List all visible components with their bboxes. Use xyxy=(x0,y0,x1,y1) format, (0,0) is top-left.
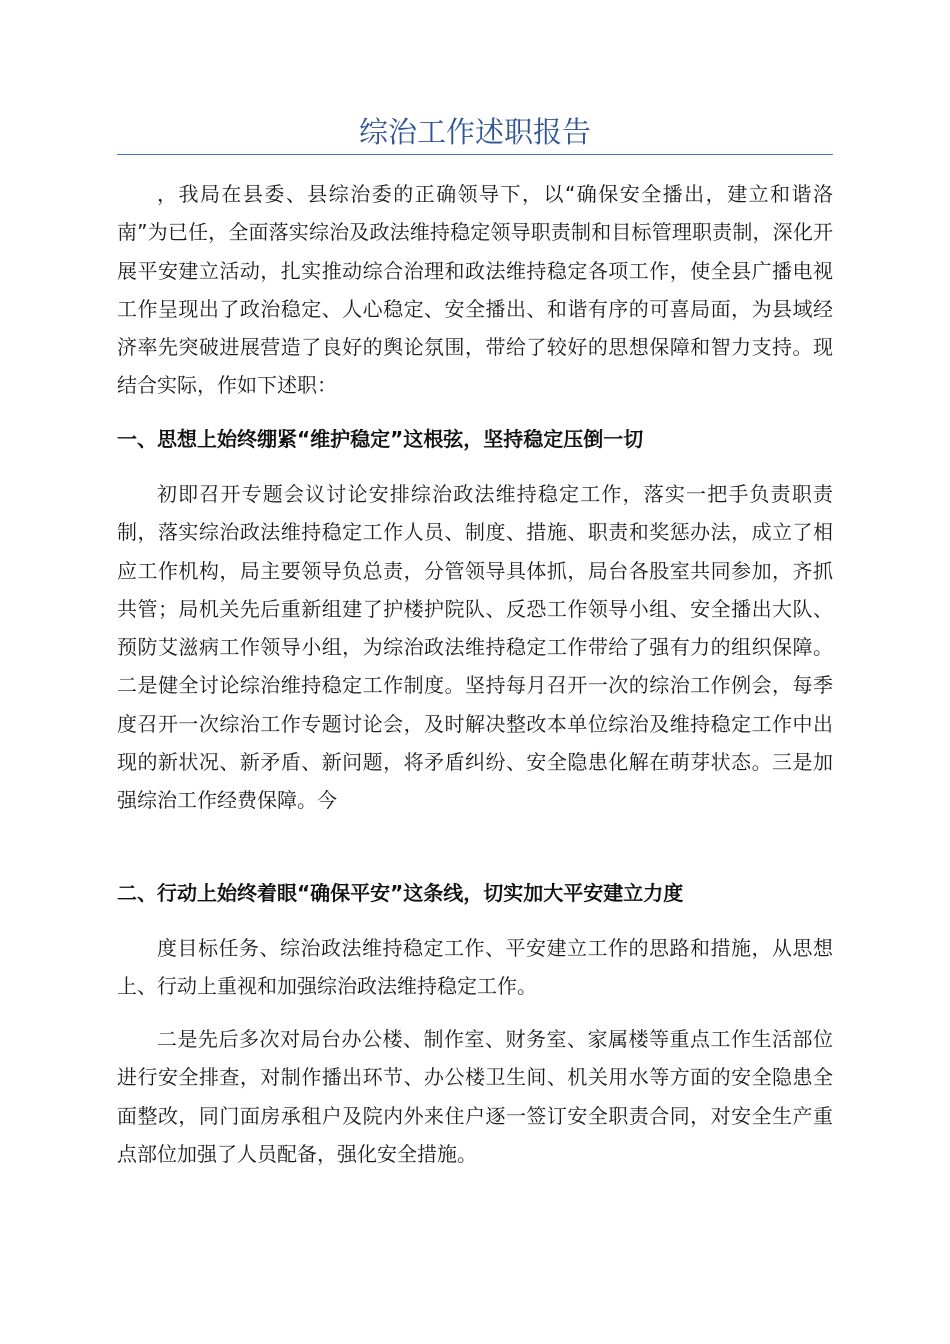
section-heading-2: 二、行动上始终着眼“确保平安”这条线，切实加大平安建立力度 xyxy=(117,881,684,905)
section-heading-1: 一、思想上始终绷紧“维护稳定”这根弦，坚持稳定压倒一切 xyxy=(117,427,644,451)
section-1-paragraph: 初即召开专题会议讨论安排综治政法维持稳定工作，落实一把手负责职责制，落实综治政法维持稳定工作人员、制度、措施、职责和奖惩办法，成立了相应工作机构，局主要领导负总责，分管领导具体抓，局台各股室共同参加，齐抓共管；局机关先后重新组建了护楼护院队、反恐工作领导小组、安全播出大队、预防艾滋病工作领导小组，为综治政法维持稳定工作带给了强有力的组织保障。二是健全讨论综治维持稳定工作制度。坚持每月召开一次的综治工作例会，每季度召开一次综治工作专题讨论会，及时解决整改本单位综治及维持稳定工作中出现的新状况、新矛盾、新问题，将矛盾纠纷、安全隐患化解在萌芽状态。三是加强综治工作经费保障。今 xyxy=(117,482,833,813)
section-2-paragraph-1: 度目标任务、综治政法维持稳定工作、平安建立工作的思路和措施，从思想上、行动上重视和加强综治政法维持稳定工作。 xyxy=(117,936,833,999)
intro-paragraph: ，我局在县委、县综治委的正确领导下，以“确保安全播出，建立和谐洛南”为已任，全面落实综治及政法维持稳定领导职责制和目标管理职责制，深化开展平安建立活动，扎实推动综合治理和政法维持稳定各项工作，使全县广播电视工作呈现出了政治稳定、人心稳定、安全播出、和谐有序的可喜局面，为县域经济率先突破进展营造了良好的舆论氛围，带给了较好的思想保障和智力支持。现结合实际，作如下述职： xyxy=(117,182,833,398)
document-title: 综治工作述职报告 xyxy=(358,115,591,149)
section-2-paragraph-2: 二是先后多次对局台办公楼、制作室、财务室、家属楼等重点工作生活部位进行安全排查，对制作播出环节、办公楼卫生间、机关用水等方面的安全隐患全面整改，同门面房承租户及院内外来住户逐一签订安全职责合同，对安全生产重点部位加强了人员配备，强化安全措施。 xyxy=(117,1027,833,1166)
title-underline xyxy=(117,154,833,155)
